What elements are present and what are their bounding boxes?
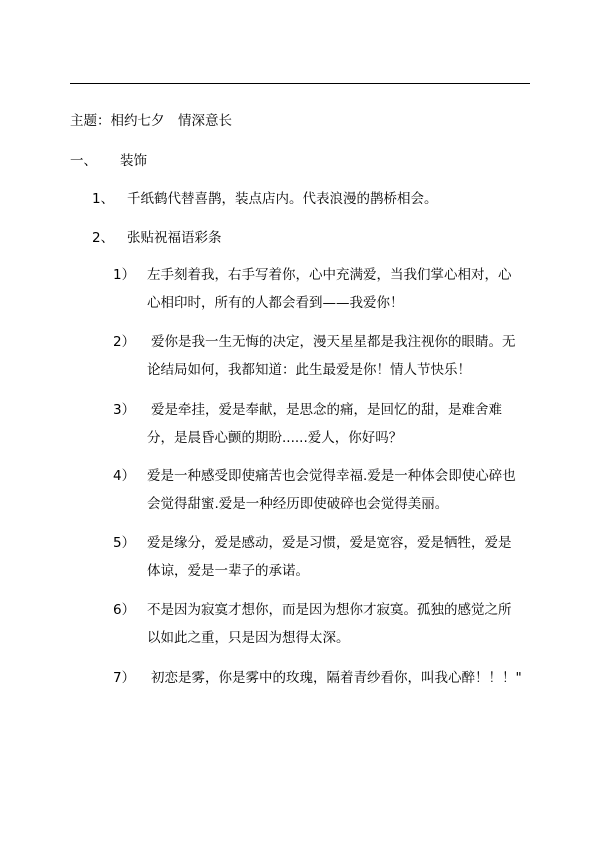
section-title: 装饰: [120, 153, 147, 169]
item-text: 千纸鹤代替喜鹊，装点店内。代表浪漫的鹊桥相会。: [127, 191, 438, 207]
quote-number: 5）: [113, 535, 136, 551]
quote-number: 4）: [113, 468, 136, 484]
quote-line: 体谅，爱是一辈子的承诺。: [147, 563, 309, 579]
quote-line: 初恋是雾，你是雾中的玫瑰，隔着青纱看你，叫我心醉！！！": [151, 670, 522, 686]
header-rule: [70, 83, 530, 84]
quote-line: 心相印时，所有的人都会看到——我爱你！: [147, 295, 404, 311]
quote-line: 分，是晨昏心颤的期盼......爱人，你好吗？: [147, 430, 403, 446]
quote-line: 爱你是我一生无悔的决定，漫天星星都是我注视你的眼睛。无: [151, 334, 516, 350]
item-number: 2、: [92, 230, 115, 246]
quote-line: 不是因为寂寞才想你，而是因为想你才寂寞。孤独的感觉之所: [147, 602, 512, 618]
quote-line: 论结局如何，我都知道：此生最爱是你！情人节快乐！: [147, 362, 471, 378]
quote-line: 会觉得甜蜜.爱是一种经历即使破碎也会觉得美丽。: [147, 496, 449, 512]
quote-line: 爱是牵挂，爱是奉献，是思念的痛，是回忆的甜，是难舍难: [151, 402, 502, 418]
quote-number: 7）: [113, 670, 136, 686]
theme-heading: 主题：相约七夕 情深意长: [70, 113, 232, 129]
quote-line: 左手刻着我，右手写着你，心中充满爱，当我们掌心相对，心: [147, 267, 512, 283]
quote-number: 6）: [113, 602, 136, 618]
quote-number: 2）: [113, 334, 136, 350]
item-text: 张贴祝福语彩条: [127, 230, 222, 246]
quote-number: 1）: [113, 267, 136, 283]
quote-line: 爱是一种感受即使痛苦也会觉得幸福.爱是一种体会即使心碎也: [147, 468, 516, 484]
quote-line: 爱是缘分，爱是感动，爱是习惯，爱是宽容，爱是牺牲，爱是: [147, 535, 512, 551]
section-number: 一、: [70, 153, 97, 169]
quote-line: 以如此之重，只是因为想得太深。: [147, 630, 350, 646]
quote-number: 3）: [113, 402, 136, 418]
item-number: 1、: [92, 191, 115, 207]
